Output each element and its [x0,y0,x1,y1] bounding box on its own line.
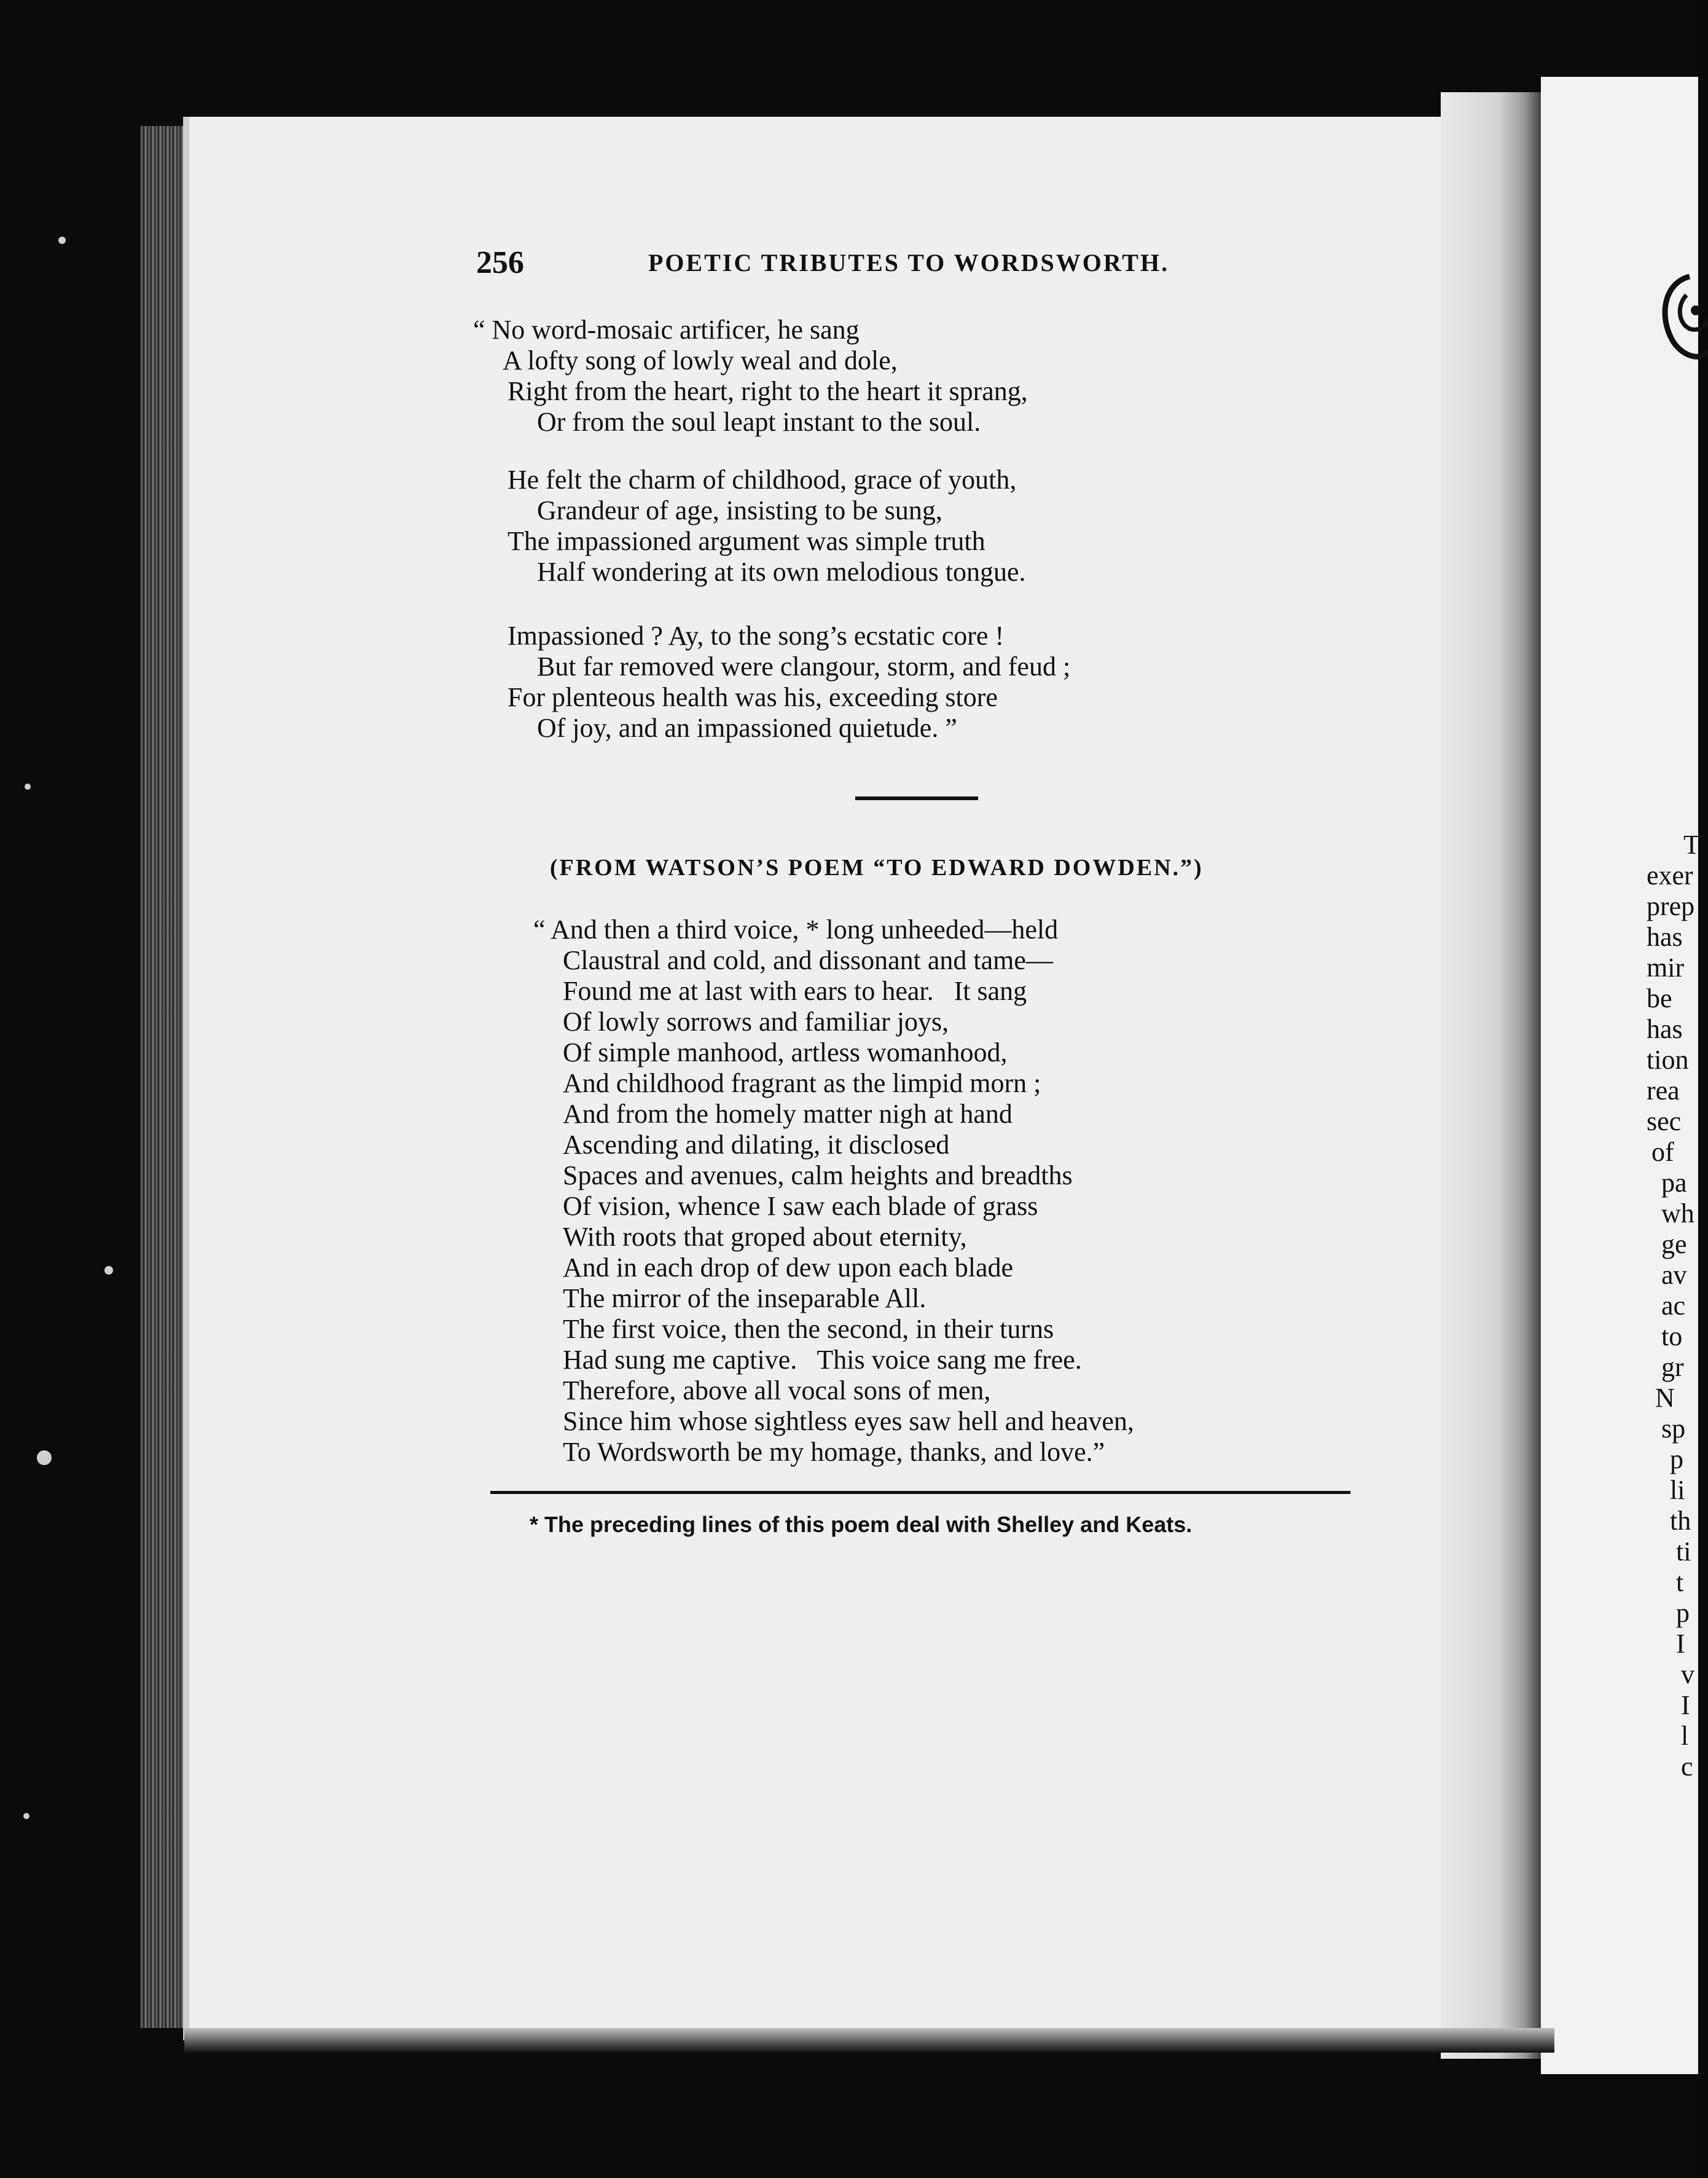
poem-line: The mirror of the inseparable All. [563,1283,926,1313]
poem-line: Spaces and avenues, calm heights and breadths [563,1160,1073,1190]
poem-line: For plenteous health was his, exceeding store [507,682,998,712]
fragment: c [1681,1751,1693,1782]
fragment: be [1647,983,1672,1013]
poem-line: Of joy, and an impassioned quietude. ” [537,713,957,743]
fragment: rea [1647,1075,1680,1106]
poem-line: Had sung me captive. This voice sang me free. [563,1345,1082,1375]
fragment: to [1661,1321,1683,1351]
fragment: mir [1647,953,1685,983]
source-heading: (FROM WATSON’S POEM “TO EDWARD DOWDEN.”) [550,855,1204,881]
fragment: has [1647,1014,1683,1044]
book-page-edges [140,126,184,2028]
poem-line: Right from the heart, right to the heart it sprang, [507,376,1028,406]
fragment: wh [1661,1198,1694,1229]
stanza-1 [473,315,1028,438]
page-header [476,245,1201,281]
footnote: * The preceding lines of this poem deal with Shelley and Keats. [530,1512,1193,1537]
book-gutter [1441,92,1545,2059]
fragment: sec [1647,1106,1682,1136]
poem-line: But far removed were clangour, storm, and feud ; [537,651,1071,682]
fragment: gr [1661,1352,1684,1382]
running-head: POETIC TRIBUTES TO WORDSWORTH. [648,249,1170,277]
poem-line: And in each drop of dew upon each blade [563,1252,1014,1283]
fragment: I [1681,1690,1690,1720]
poem-line: A lofty song of lowly weal and dole, [503,345,898,375]
page-number: 256 [476,245,524,280]
poem-line: Impassioned ? Ay, to the song’s ecstatic core ! [507,621,1005,651]
poem-line: Therefore, above all vocal sons of men, [563,1375,991,1405]
fragment: ti [1676,1536,1691,1567]
fragment: exer [1647,860,1693,890]
poem-line: And from the homely matter nigh at hand [563,1099,1013,1129]
watson-poem [533,914,1134,1468]
fragment: has [1647,922,1683,952]
facing-page-text [1647,830,1700,1782]
fragment: sp [1661,1413,1686,1444]
poem-line: Found me at last with ears to hear. It sang [563,976,1027,1006]
poem-line: Half wondering at its own melodious tongue. [537,557,1026,587]
poem-line: Of vision, whence I saw each blade of grass [563,1191,1038,1221]
fragment: of [1651,1137,1674,1167]
scan-speck [58,237,66,244]
fragment: l [1681,1721,1689,1751]
fragment: T [1683,830,1700,860]
poem-line: To Wordsworth be my homage, thanks, and love.” [563,1437,1105,1467]
fragment: th [1670,1506,1691,1536]
stanza-3 [507,621,1070,744]
fragment: N [1655,1383,1675,1413]
stanza-2 [507,465,1026,588]
poem-line: The first voice, then the second, in their turns [563,1314,1054,1344]
poem-line: And childhood fragrant as the limpid morn ; [563,1068,1041,1098]
fragment: av [1661,1260,1687,1290]
poem-line: Ascending and dilating, it disclosed [563,1130,950,1160]
fragment: I [1676,1629,1685,1659]
poem-line: Since him whose sightless eyes saw hell and heaven, [563,1406,1134,1436]
poem-line: He felt the charm of childhood, grace of youth, [507,465,1017,495]
section-divider [855,796,978,800]
fragment: prep [1647,891,1695,921]
page-bottom-shadow [184,2028,1554,2053]
poem-line: With roots that groped about eternity, [563,1222,967,1252]
poem-line: “ And then a third voice, * long unheeded—held [533,914,1059,945]
ornament-icon [1653,270,1708,369]
poem-line: “ No word-mosaic artificer, he sang [473,315,860,345]
fragment: tion [1647,1045,1689,1075]
poem-line: Of simple manhood, artless womanhood, [563,1037,1008,1067]
fragment: p [1670,1444,1683,1474]
fragment: ge [1661,1229,1687,1259]
fragment: p [1676,1598,1690,1628]
poem-line: Grandeur of age, insisting to be sung, [537,495,942,525]
fragment: v [1681,1659,1694,1689]
scan-speck [23,1813,29,1819]
poem-line: Of lowly sorrows and familiar joys, [563,1007,949,1037]
scan-speck [25,784,31,790]
scan-speck [104,1266,113,1275]
poem-line: Or from the soul leapt instant to the soul. [537,407,981,437]
scan-speck [37,1450,52,1465]
poem-line: The impassioned argument was simple truth [507,526,985,556]
poem-line: Claustral and cold, and dissonant and tame— [563,945,1053,975]
footnote-rule [490,1491,1350,1494]
fragment: li [1670,1475,1685,1505]
fragment: ac [1661,1291,1686,1321]
fragment: t [1676,1567,1684,1597]
fragment: pa [1661,1168,1687,1198]
